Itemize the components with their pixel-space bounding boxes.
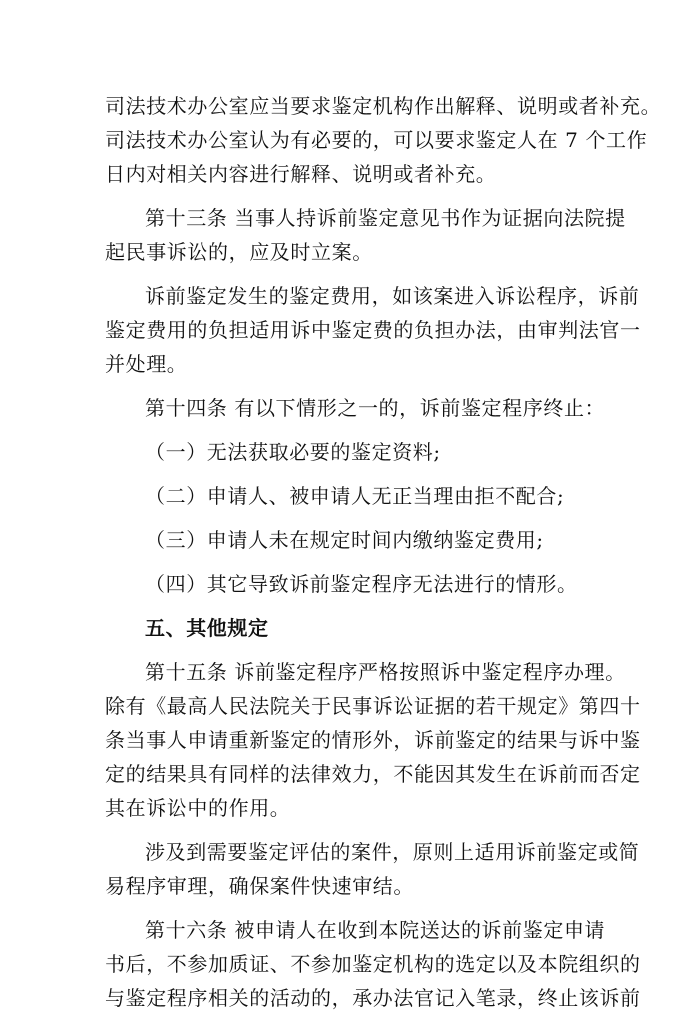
clause-4: （四）其它导致诉前鉴定程序无法进行的情形。 [145,572,578,596]
article-16-line-3: 与鉴定程序相关的活动的，承办法官记入笔录，终止该诉前 [105,986,641,1010]
article-15-line-1: 第十五条 诉前鉴定程序严格按照诉中鉴定程序办理。 [145,660,626,684]
clause-2: （二）申请人、被申请人无正当理由拒不配合; [145,484,565,508]
article-14-line: 第十四条 有以下情形之一的，诉前鉴定程序终止： [145,396,606,420]
article-13-line-2: 起民事诉讼的，应及时立案。 [105,240,373,264]
article-16-line-2: 书后，不参加质证、不参加鉴定机构的选定以及本院组织的 [105,952,641,976]
appraisal-paragraph-line-1: 涉及到需要鉴定评估的案件，原则上适用诉前鉴定或简 [145,840,640,864]
section-heading: 五、其他规定 [145,616,269,640]
article-15-line-2: 除有《最高人民法院关于民事诉讼证据的若干规定》第四十 [105,694,641,718]
clause-1: （一）无法获取必要的鉴定资料; [145,440,441,464]
text-line-2: 司法技术办公室认为有必要的，可以要求鉴定人在 7 个工作 [105,128,648,152]
text-line-1: 司法技术办公室应当要求鉴定机构作出解释、说明或者补充。 [105,94,662,118]
article-15-line-4: 定的结果具有同样的法律效力，不能因其发生在诉前而否定 [105,762,641,786]
article-16-line-1: 第十六条 被申请人在收到本院送达的诉前鉴定申请 [145,918,606,942]
appraisal-paragraph-line-2: 易程序审理，确保案件快速审结。 [105,874,414,898]
text-line-3: 日内对相关内容进行解释、说明或者补充。 [105,162,497,186]
article-15-line-5: 其在诉讼中的作用。 [105,796,291,820]
article-15-line-3: 条当事人申请重新鉴定的情形外，诉前鉴定的结果与诉中鉴 [105,728,641,752]
fee-paragraph-line-1: 诉前鉴定发生的鉴定费用，如该案进入诉讼程序，诉前 [145,284,640,308]
fee-paragraph-line-2: 鉴定费用的负担适用诉中鉴定费的负担办法，由审判法官一 [105,318,641,342]
article-13-line-1: 第十三条 当事人持诉前鉴定意见书作为证据向法院提 [145,206,626,230]
fee-paragraph-line-3: 并处理。 [105,352,188,376]
clause-3: （三）申请人未在规定时间内缴纳鉴定费用; [145,528,544,552]
